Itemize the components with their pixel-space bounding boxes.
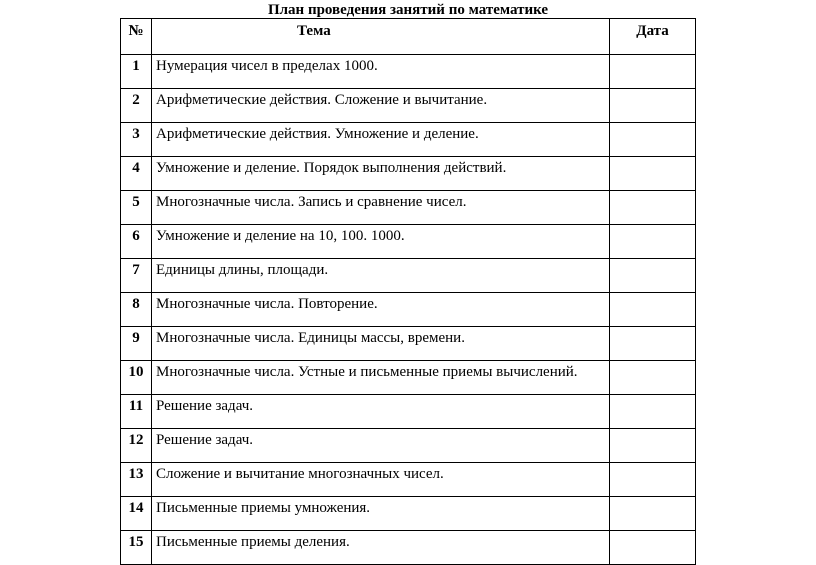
row-date [610, 463, 696, 497]
row-date [610, 429, 696, 463]
row-number: 6 [121, 225, 152, 259]
row-number: 7 [121, 259, 152, 293]
row-number: 2 [121, 89, 152, 123]
row-topic: Многозначные числа. Запись и сравнение чисел. [152, 191, 610, 225]
lesson-plan-table [120, 18, 696, 565]
row-topic: Нумерация чисел в пределах 1000. [152, 55, 610, 89]
row-number: 4 [121, 157, 152, 191]
row-topic: Умножение и деление на 10, 100. 1000. [152, 225, 610, 259]
row-date [610, 361, 696, 395]
header-number: № [121, 19, 152, 55]
table-row [121, 259, 696, 293]
table-row [121, 463, 696, 497]
row-topic: Письменные приемы деления. [152, 531, 610, 565]
row-date [610, 259, 696, 293]
table-row [121, 361, 696, 395]
row-topic: Умножение и деление. Порядок выполнения действий. [152, 157, 610, 191]
row-date [610, 293, 696, 327]
row-number: 10 [121, 361, 152, 395]
table-row [121, 395, 696, 429]
row-number: 13 [121, 463, 152, 497]
row-number: 9 [121, 327, 152, 361]
row-number: 3 [121, 123, 152, 157]
row-topic: Многозначные числа. Устные и письменные приемы вычислений. [152, 361, 610, 395]
row-date [610, 497, 696, 531]
row-date [610, 225, 696, 259]
table-row [121, 55, 696, 89]
row-date [610, 191, 696, 225]
row-topic: Арифметические действия. Умножение и деление. [152, 123, 610, 157]
row-date [610, 89, 696, 123]
table-row [121, 191, 696, 225]
row-date [610, 123, 696, 157]
row-number: 11 [121, 395, 152, 429]
table-row [121, 497, 696, 531]
header-topic: Тема [152, 19, 610, 55]
row-topic: Единицы длины, площади. [152, 259, 610, 293]
row-date [610, 395, 696, 429]
row-number: 1 [121, 55, 152, 89]
table-row [121, 531, 696, 565]
page-title: План проведения занятий по математике [267, 2, 549, 18]
row-date [610, 55, 696, 89]
row-topic: Сложение и вычитание многозначных чисел. [152, 463, 610, 497]
row-topic: Многозначные числа. Единицы массы, времени. [152, 327, 610, 361]
row-number: 5 [121, 191, 152, 225]
row-number: 14 [121, 497, 152, 531]
row-number: 15 [121, 531, 152, 565]
table-row [121, 157, 696, 191]
row-date [610, 531, 696, 565]
row-topic: Письменные приемы умножения. [152, 497, 610, 531]
row-number: 8 [121, 293, 152, 327]
row-topic: Решение задач. [152, 429, 610, 463]
table-row [121, 429, 696, 463]
row-date [610, 327, 696, 361]
row-topic: Решение задач. [152, 395, 610, 429]
header-date: Дата [610, 19, 696, 55]
row-topic: Многозначные числа. Повторение. [152, 293, 610, 327]
table-header-row [121, 19, 696, 55]
table-row [121, 225, 696, 259]
table-row [121, 293, 696, 327]
table-row [121, 123, 696, 157]
row-topic: Арифметические действия. Сложение и вычитание. [152, 89, 610, 123]
row-number: 12 [121, 429, 152, 463]
table-row [121, 327, 696, 361]
table-row [121, 89, 696, 123]
row-date [610, 157, 696, 191]
